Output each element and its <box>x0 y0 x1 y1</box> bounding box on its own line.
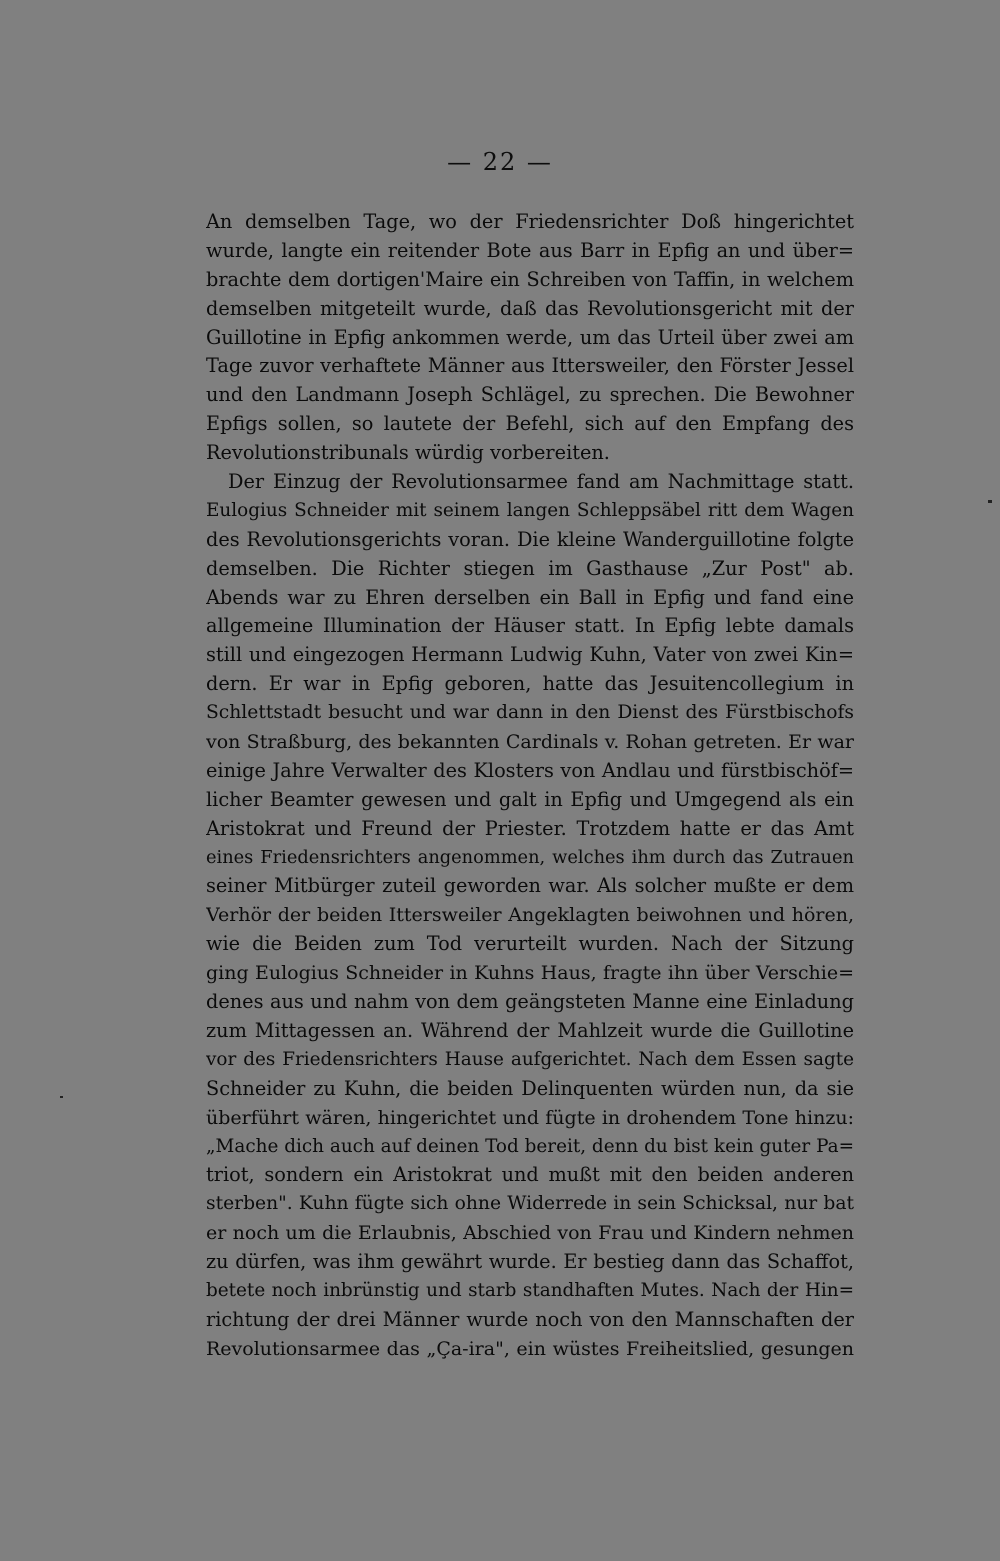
text-line: wie die Beiden zum Tod verurteilt wurden. Nach der Sitzung <box>206 932 854 956</box>
paragraph-2 <box>206 468 854 1364</box>
text-line: dern. Er war in Epfig geboren, hatte das Jesuitencollegium in <box>206 672 854 696</box>
text-line: brachte dem dortigen'Maire ein Schreiben von Taffin, in welchem <box>206 267 854 291</box>
text-line: still und eingezogen Hermann Ludwig Kuhn, Vater von zwei Kin= <box>206 643 854 667</box>
text-line: An demselben Tage, wo der Friedensrichter Doß hingerichtet <box>206 210 854 233</box>
text-line: Revolutionstribunals würdig vorbereiten. <box>206 441 610 465</box>
text-line: betete noch inbrünstig und starb standhaften Mutes. Nach der Hin= <box>206 1279 854 1301</box>
scan-speck <box>988 500 992 503</box>
text-line: Eulogius Schneider mit seinem langen Schleppsäbel ritt dem Wagen <box>206 499 854 521</box>
scan-speck <box>60 1096 63 1098</box>
text-line: demselben mitgeteilt wurde, daß das Revolutionsgericht mit der <box>206 296 854 320</box>
text-line: einige Jahre Verwalter des Klosters von Andlau und fürstbischöf= <box>206 758 854 782</box>
text-line: denes aus und nahm von dem geängsteten Manne eine Einladung <box>206 990 854 1014</box>
text-line: richtung der drei Männer wurde noch von den Mannschaften der <box>206 1307 854 1331</box>
text-line: zum Mittagessen an. Während der Mahlzeit wurde die Guillotine <box>206 1018 854 1042</box>
text-line: Guillotine in Epfig ankommen werde, um das Urteil über zwei am <box>206 325 854 349</box>
paragraph-1 <box>206 208 854 468</box>
text-line: „Mache dich auch auf deinen Tod bereit, denn du bist kein guter Pa= <box>206 1135 854 1157</box>
text-line: Revolutionsarmee das „Ça-ira", ein wüstes Freiheitslied, gesungen <box>206 1337 854 1360</box>
text-line: wurde, langte ein reitender Bote aus Barr in Epfig an und über= <box>206 238 854 262</box>
text-line: Der Einzug der Revolutionsarmee fand am Nachmittage statt. <box>228 470 854 494</box>
page-number: — 22 — <box>447 148 553 176</box>
text-line: sterben". Kuhn fügte sich ohne Widerrede in sein Schicksal, nur bat <box>206 1193 854 1215</box>
text-line: Schlettstadt besucht und war dann in den Dienst des Fürstbischofs <box>206 702 854 724</box>
text-line: seiner Mitbürger zuteil geworden war. Als solcher mußte er dem <box>206 874 854 898</box>
text-line: triot, sondern ein Aristokrat und mußt mit den beiden anderen <box>206 1163 854 1187</box>
text-line: Schneider zu Kuhn, die beiden Delinquenten würden nun, da sie <box>206 1076 854 1100</box>
body-text <box>206 208 854 1364</box>
text-line: er noch um die Erlaubnis, Abschied von Frau und Kindern nehmen <box>206 1222 854 1245</box>
text-line: licher Beamter gewesen und galt in Epfig und Umgegend als ein <box>206 787 854 811</box>
text-line: Tage zuvor verhaftete Männer aus Ittersweiler, den Förster Jessel <box>206 354 854 378</box>
text-line: demselben. Die Richter stiegen im Gasthause „Zur Post" ab. <box>206 556 854 580</box>
text-line: vor des Friedensrichters Hause aufgerichtet. Nach dem Essen sagte <box>206 1048 854 1070</box>
text-line: Aristokrat und Freund der Priester. Trotzdem hatte er das Amt <box>206 816 854 840</box>
text-line: Verhör der beiden Ittersweiler Angeklagten beiwohnen und hören, <box>206 904 854 927</box>
text-line: Abends war zu Ehren derselben ein Ball in Epfig und fand eine <box>206 585 854 609</box>
text-line: allgemeine Illumination der Häuser statt. In Epfig lebte damals <box>206 614 854 638</box>
text-line: zu dürfen, was ihm gewährt wurde. Er bestieg dann das Schaffot, <box>206 1250 854 1274</box>
text-line: überführt wären, hingerichtet und fügte in drohendem Tone hinzu: <box>206 1106 854 1129</box>
text-line: eines Friedensrichters angenommen, welches ihm durch das Zutrauen <box>206 846 854 868</box>
text-line: Epfigs sollen, so lautete der Befehl, sich auf den Empfang des <box>206 412 854 436</box>
text-line: und den Landmann Joseph Schlägel, zu sprechen. Die Bewohner <box>206 383 854 407</box>
text-line: ging Eulogius Schneider in Kuhns Haus, fragte ihn über Verschie= <box>206 962 854 985</box>
text-line: von Straßburg, des bekannten Cardinals v. Rohan getreten. Er war <box>206 731 854 754</box>
text-line: des Revolutionsgerichts voran. Die kleine Wanderguillotine folgte <box>206 527 854 551</box>
